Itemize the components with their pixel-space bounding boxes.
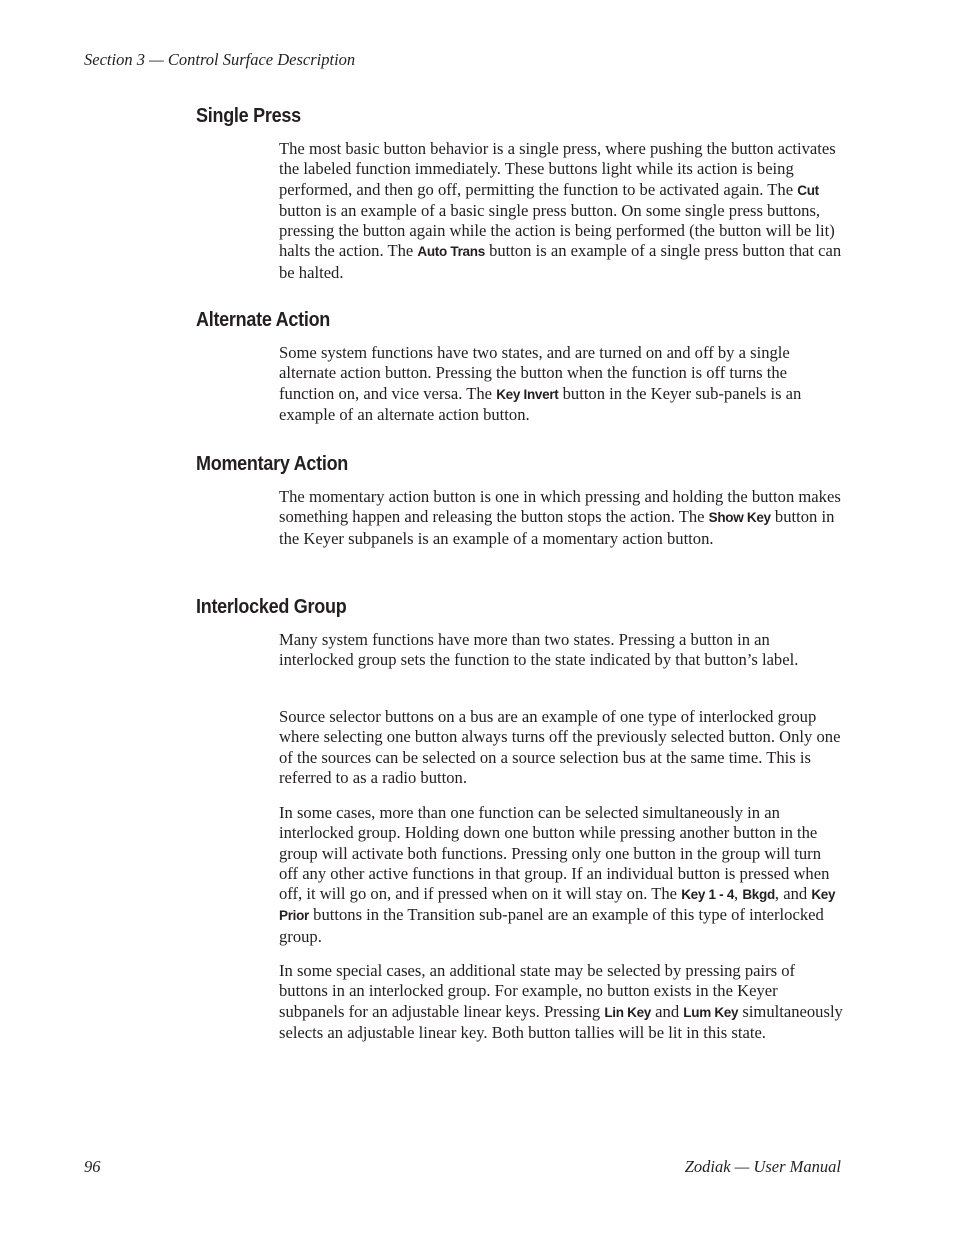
paragraph-text: buttons in the Transition sub-panel are an example of this type of interlocked group. (279, 905, 824, 946)
button-name-cut: Cut (797, 182, 819, 198)
button-name-bkgd: Bkgd (742, 887, 775, 903)
heading-single-press: Single Press (196, 105, 301, 127)
paragraph-interlocked-3 (279, 803, 844, 947)
page-number: 96 (84, 1157, 101, 1176)
button-name-auto-trans: Auto Trans (417, 244, 485, 260)
paragraph-alternate-action (279, 343, 844, 425)
paragraph-text: button is an example of a basic single press button. On some single press buttons, pressing the button again while the action is being performed (the button will be lit) halts the action. The (279, 200, 835, 261)
button-name-show-key: Show Key (708, 510, 771, 526)
paragraph-text: , (734, 884, 743, 904)
button-name-key-1-4: Key 1 - 4 (681, 887, 735, 903)
button-name-lin-key: Lin Key (604, 1004, 652, 1020)
heading-alternate-action: Alternate Action (196, 309, 331, 331)
paragraph-text: In some special cases, an additional state may be selected by pressing pairs of buttons in an interlocked group. For example, no button exists in the Keyer subpanels for an adjustable linear keys. Pressing (279, 961, 796, 1021)
paragraph-text: and (651, 1001, 684, 1021)
paragraph-text: simultaneously selects an adjustable linear key. Both button tallies will be lit in this state. (279, 1001, 843, 1042)
button-name-key-prior: Key Prior (279, 887, 836, 924)
paragraph-text: The momentary action button is one in which pressing and holding the button makes something happen and releasing the button stops the action. The (279, 487, 841, 527)
paragraph-text: Some system functions have two states, and are turned on and off by a single alternate action button. Pressing the button when the function is off turns the function on, and vice versa. The (279, 343, 790, 403)
paragraph-single-press (279, 139, 844, 283)
paragraph-text: button in the Keyer sub-panels is an example of an alternate action button. (279, 383, 802, 424)
paragraph-text: button is an example of a single press button that can be halted. (279, 241, 842, 282)
button-name-key-invert: Key Invert (496, 386, 559, 402)
paragraph-interlocked-1: Many system functions have more than two states. Pressing a button in an interlocked group sets the function to the state indicated by that button’s label. (279, 630, 799, 670)
paragraph-interlocked-2: Source selector buttons on a bus are an example of one type of interlocked group where selecting one button always turns off the previously selected button. Only one of the sources can be selected on a source selection bus at the same time. This is referred to as a radio button. (279, 707, 841, 787)
manual-title: Zodiak — User Manual (684, 1157, 841, 1176)
paragraph-text: The most basic button behavior is a single press, where pushing the button activates the labeled function immediately. These buttons light while its action is being performed, and then go off, permitting the function to be activated again. The (279, 139, 836, 199)
paragraph-interlocked-4 (279, 961, 844, 1043)
paragraph-text: , and (774, 884, 812, 904)
button-name-lum-key: Lum Key (683, 1004, 739, 1020)
heading-interlocked-group: Interlocked Group (196, 596, 347, 618)
paragraph-text: In some cases, more than one function can be selected simultaneously in an interlocked group. Holding down one button while pressing another button in the group will activate both functions. Pressing only one button in the group will turn off any other active functions in that group. If an individual button is pressed when off, it will go on, and if pressed when on it will stay on. The (279, 803, 830, 904)
paragraph-momentary-action (279, 487, 844, 549)
heading-momentary-action: Momentary Action (196, 453, 349, 475)
paragraph-text: button in the Keyer subpanels is an example of a momentary action button. (279, 507, 835, 548)
running-head: Section 3 — Control Surface Description (84, 50, 356, 69)
